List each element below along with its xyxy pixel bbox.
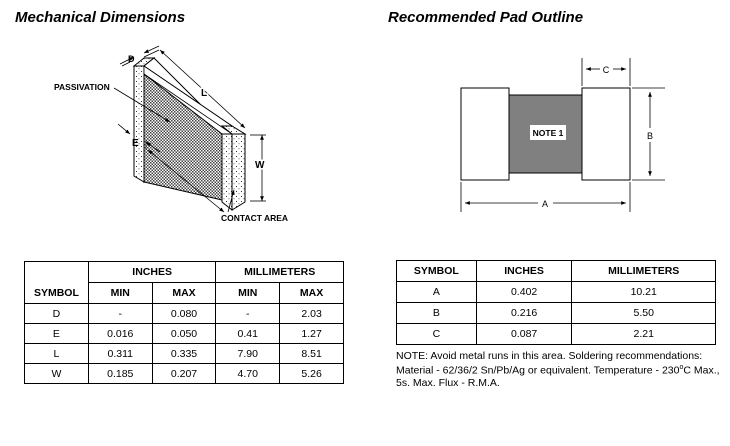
mech-symbol-cell: L — [25, 344, 89, 364]
note-unit-suffix: C Max., 5s. Max. Flux - R.M.A. — [396, 364, 720, 389]
table-row — [25, 344, 344, 364]
pad-mm-cell: 10.21 — [572, 282, 716, 303]
pad-mm-cell: 5.50 — [572, 303, 716, 324]
mech-in-min-cell: 0.311 — [88, 344, 152, 364]
pad-dimensions-table — [396, 260, 716, 345]
mech-mm-max-cell: 2.03 — [280, 304, 344, 324]
mech-symbol-cell: W — [25, 364, 89, 384]
mech-in-max-cell: 0.335 — [152, 344, 216, 364]
pad-symbol-cell: C — [397, 324, 477, 345]
pad-outline-drawing — [461, 58, 665, 212]
mech-mm-max-header: MAX — [280, 283, 344, 304]
mech-in-min-cell: 0.016 — [88, 324, 152, 344]
contact-area-label: CONTACT AREA — [221, 213, 289, 223]
pad-mm-header: MILLIMETERS — [572, 261, 716, 282]
mech-mm-min-cell: 7.90 — [216, 344, 280, 364]
mechanical-dimensions-title: Mechanical Dimensions — [15, 9, 186, 26]
mech-symbol-cell: E — [25, 324, 89, 344]
mech-mm-min-cell: - — [216, 304, 280, 324]
chip-isometric-drawing — [54, 46, 288, 223]
mech-in-min-cell: - — [88, 304, 152, 324]
dim-d-label: D — [128, 54, 135, 64]
pad-c-label: C — [602, 65, 610, 75]
pad-mm-cell: 2.21 — [572, 324, 716, 345]
passivation-label: PASSIVATION — [54, 82, 110, 92]
degree-symbol: o — [679, 364, 684, 371]
pad-note-label: NOTE 1 — [532, 128, 564, 138]
pad-symbol-header: SYMBOL — [397, 261, 477, 282]
mech-in-max-cell: 0.050 — [152, 324, 216, 344]
dim-w-label: W — [255, 160, 265, 171]
pad-outline-title: Recommended Pad Outline — [388, 9, 584, 26]
mech-in-max-cell: 0.080 — [152, 304, 216, 324]
mechanical-dimensions-table — [24, 261, 344, 384]
table-row — [25, 364, 344, 384]
mech-symbol-cell: D — [25, 304, 89, 324]
table-row — [397, 282, 716, 303]
pad-inches-cell: 0.087 — [476, 324, 572, 345]
mech-mm-min-cell: 4.70 — [216, 364, 280, 384]
mech-symbol-header: SYMBOL — [25, 262, 89, 304]
left-pad — [461, 88, 509, 180]
table-row — [397, 303, 716, 324]
table-row — [25, 324, 344, 344]
mech-in-min-cell: 0.185 — [88, 364, 152, 384]
table-row — [397, 324, 716, 345]
right-pad — [582, 88, 630, 180]
mech-in-max-cell: 0.207 — [152, 364, 216, 384]
mech-inches-max-header: MAX — [152, 283, 216, 304]
soldering-note — [396, 350, 722, 389]
note-text: NOTE: Avoid metal runs in this area. Soldering recommendations: Material - 62/36/2 Sn/Pb/Ag or equivalent. Temperature - 230 — [396, 350, 703, 377]
mech-mm-max-cell: 8.51 — [280, 344, 344, 364]
mech-mm-header: MILLIMETERS — [216, 262, 344, 283]
mech-mm-min-cell: 0.41 — [216, 324, 280, 344]
pad-a-label: A — [541, 199, 549, 209]
mech-inches-header: INCHES — [88, 262, 216, 283]
mech-mm-max-cell: 5.26 — [280, 364, 344, 384]
pad-inches-header: INCHES — [476, 261, 572, 282]
pad-symbol-cell: B — [397, 303, 477, 324]
pad-b-label: B — [647, 131, 654, 141]
pad-inches-cell: 0.216 — [476, 303, 572, 324]
dim-l-label: L — [201, 88, 208, 99]
mech-mm-min-header: MIN — [216, 283, 280, 304]
table-row — [25, 304, 344, 324]
pad-inches-cell: 0.402 — [476, 282, 572, 303]
pad-symbol-cell: A — [397, 282, 477, 303]
dim-e-label: E — [132, 138, 139, 149]
mech-inches-min-header: MIN — [88, 283, 152, 304]
mech-mm-max-cell: 1.27 — [280, 324, 344, 344]
